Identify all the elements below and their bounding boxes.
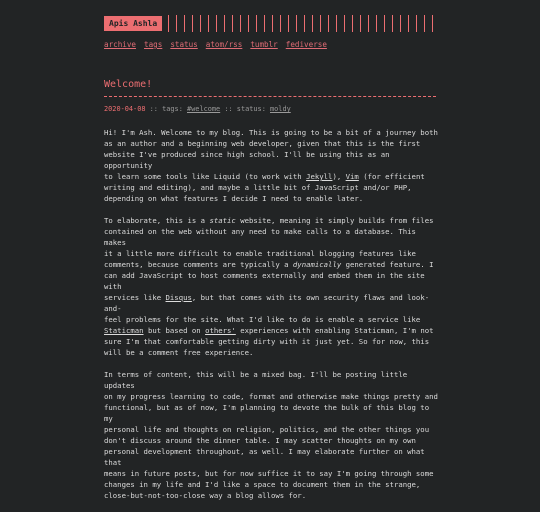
meta-tags-label: :: tags: (145, 105, 187, 113)
emphasis-dynamically: dynamically (292, 260, 342, 269)
vim-link[interactable]: Vim (345, 172, 359, 181)
text-span: Hi! I'm Ash. Welcome to my blog. This is going to be a bit of a journey both as an author and a beginning web developer, given that this is the first website I've produced since high school. I'll be using this as an opportunity to learn some tools like Liquid (to work with (104, 128, 438, 181)
status-moldy-link[interactable]: moldy (270, 105, 291, 113)
disqus-link[interactable]: Disqus (165, 293, 192, 302)
post-body (104, 127, 438, 512)
nav-atom-rss[interactable]: atom/rss (205, 40, 243, 49)
staticman-link[interactable]: Staticman (104, 326, 144, 335)
text-span: ), (332, 172, 346, 181)
site-nav (104, 39, 327, 50)
post-date: 2020-04-08 (104, 105, 146, 113)
jekyll-link[interactable]: Jekyll (306, 172, 333, 181)
site-logo[interactable]: Apis Ashla (104, 16, 162, 31)
emphasis-static: static (209, 216, 236, 225)
paragraph-content-plans: In terms of content, this will be a mixed bag. I'll be posting little updates on my progress learning to code, format and otherwise make things pretty and functional, but as of now, I'm planning to devote the bulk of this blog to my personal life and thoughts on religion, politics, and the other things you don't discuss around the dinner table. I may scatter thoughts on my own personal development throughout, as well. I may elaborate further on what that means in future posts, but for now suffice it to say I'm going through some changes in my life and I'd like a space to document them in the strange, close-but-not-too-close way a blog allows for. (104, 370, 438, 500)
post-title: Welcome! (104, 79, 153, 90)
decorative-bars (168, 15, 438, 32)
text-span: To elaborate, this is a (104, 216, 210, 225)
nav-tags[interactable]: tags (144, 40, 163, 49)
text-span: but based on (143, 326, 206, 335)
text-span: website, meaning it simply builds from files contained on the web without any need to make calls to a database. This makes it a little more difficult to enable traditional blogging features like comments, because comments are typically a (104, 216, 434, 269)
nav-tumblr[interactable]: tumblr (250, 40, 278, 49)
text-span: (for efficient writing and editing), and maybe a little bit of JavaScript and/or PHP, depending on what features I decide I need to enable later. (104, 172, 425, 203)
tag-welcome-link[interactable]: #welcome (187, 105, 221, 113)
nav-status[interactable]: status (170, 40, 198, 49)
text-span: generated feature. I can add JavaScript to host comments externally and embed them in the site with services like (104, 260, 434, 302)
text-span: experiences with enabling Staticman, I'm not sure I'm that comfortable getting dirty with it just yet. So for now, this will be a comment free experience. (104, 326, 434, 357)
meta-status-label: :: status: (220, 105, 270, 113)
nav-fediverse[interactable]: fediverse (285, 40, 327, 49)
title-divider (104, 96, 436, 97)
paragraph-static-site (104, 215, 438, 358)
site-header (104, 15, 438, 32)
text-span: , but that comes with its own security flaws and look-and- feel problems for the site. What I'd like to do is enable a service like (104, 293, 430, 324)
post-meta (104, 104, 291, 115)
others-link[interactable]: others' (205, 326, 236, 335)
paragraph-intro (104, 127, 438, 204)
nav-archive[interactable]: archive (104, 40, 137, 49)
